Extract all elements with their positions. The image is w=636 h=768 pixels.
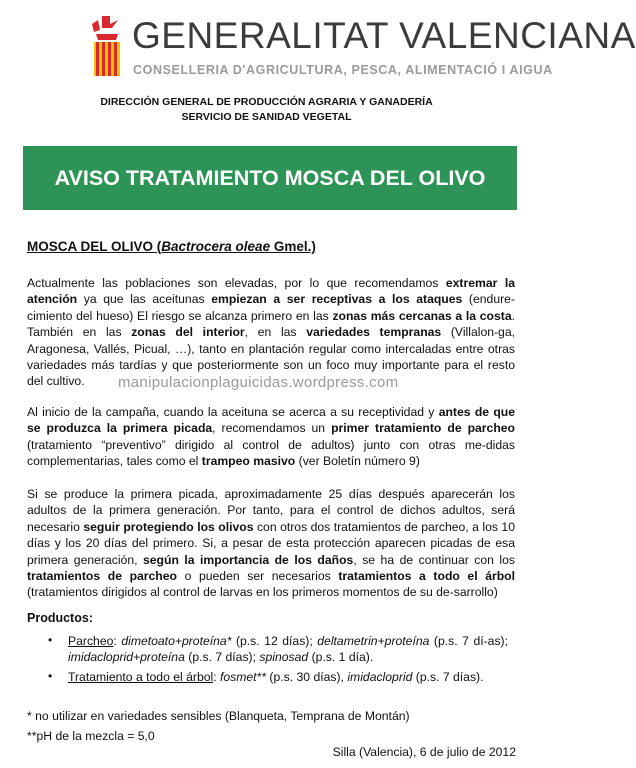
org-name: GENERALITAT VALENCIANA xyxy=(132,15,636,56)
banner-title: AVISO TRATAMIENTO MOSCA DEL OLIVO xyxy=(54,166,486,190)
note-1: * no utilizar en variedades sensibles (Blanqueta, Temprana de Montán) xyxy=(27,709,410,723)
heading-species: Bactrocera oleae xyxy=(161,239,271,254)
department-line-2: SERVICIO DE SANIDAD VEGETAL xyxy=(181,111,352,123)
title-banner xyxy=(23,146,517,210)
place-date: Silla (Valencia), 6 de julio de 2012 xyxy=(332,745,516,759)
product-item-parcheo: Parcheo: dimetoato+proteína* (p.s. 12 días); deltametrin+proteína (p.s. 7 dí-as); imidacloprid+proteína (p.s. 7 días); spinosad (p.s. 1 día). xyxy=(68,634,508,665)
section-heading xyxy=(27,239,316,254)
products-title: Productos: xyxy=(27,611,93,625)
bullet-icon: • xyxy=(48,633,53,647)
bullet-icon: • xyxy=(48,669,53,683)
generalitat-valenciana-logo-icon xyxy=(88,14,126,80)
org-subtitle: CONSELLERIA D'AGRICULTURA, PESCA, ALIMENTACIÓ I AIGUA xyxy=(133,63,553,77)
product-item-arbol: Tratamiento a todo el árbol: fosmet** (p.s. 30 días), imidacloprid (p.s. 7 días). xyxy=(68,670,484,684)
note-2: **pH de la mezcla = 5,0 xyxy=(27,729,155,743)
paragraph-1: Actualmente las poblaciones son elevadas, por lo que recomendamos extremar la atención ya que las aceitunas empiezan a ser receptivas a los ataques (endure-cimiento del hueso) El riesgo se alcanza primero en las zonas más cercanas a la costa. También en las zonas del interior, en las variedades tempranas (Villalon-ga, Aragonesa, Vallés, Picual, …), tanto en plantación regular como intercaladas entre otras variedades más tardías y que posteriormente son un foco muy importante para el resto del cultivo. xyxy=(27,276,516,389)
heading-author: Gmel.) xyxy=(270,239,316,254)
watermark: manipulacionplaguicidas.wordpress.com xyxy=(118,374,399,391)
paragraph-2: Al inicio de la campaña, cuando la aceituna se acerca a su receptividad y antes de que se produzca la primera picada, recomendamos un primer tratamiento de parcheo (tratamiento “preventivo” dirigido al control de adultos) junto con otras me-didas complementarias, tales como el trampeo masivo (ver Boletín número 9) xyxy=(27,405,515,469)
heading-text: MOSCA DEL OLIVO ( xyxy=(27,239,162,254)
department-line-1: DIRECCIÓN GENERAL DE PRODUCCIÓN AGRARIA Y GANADERÍA xyxy=(100,96,433,108)
paragraph-3: Si se produce la primera picada, aproximadamente 25 días después aparecerán los adultos de la primera generación. Por tanto, para el control de dichos adultos, será necesario seguir protegiendo los olivos con otros dos tratamientos de parcheo, a los 10 días y los 20 días del primero. Si, a pesar de esta protección aparecen picadas de esa primera generación, según la importancia de los daños, se ha de continuar con los tratamientos de parcheo o pueden ser necesarios tratamientos a todo el árbol (tratamientos dirigidos al control de larvas en los primeros momentos de su de-sarrollo) xyxy=(27,487,515,600)
